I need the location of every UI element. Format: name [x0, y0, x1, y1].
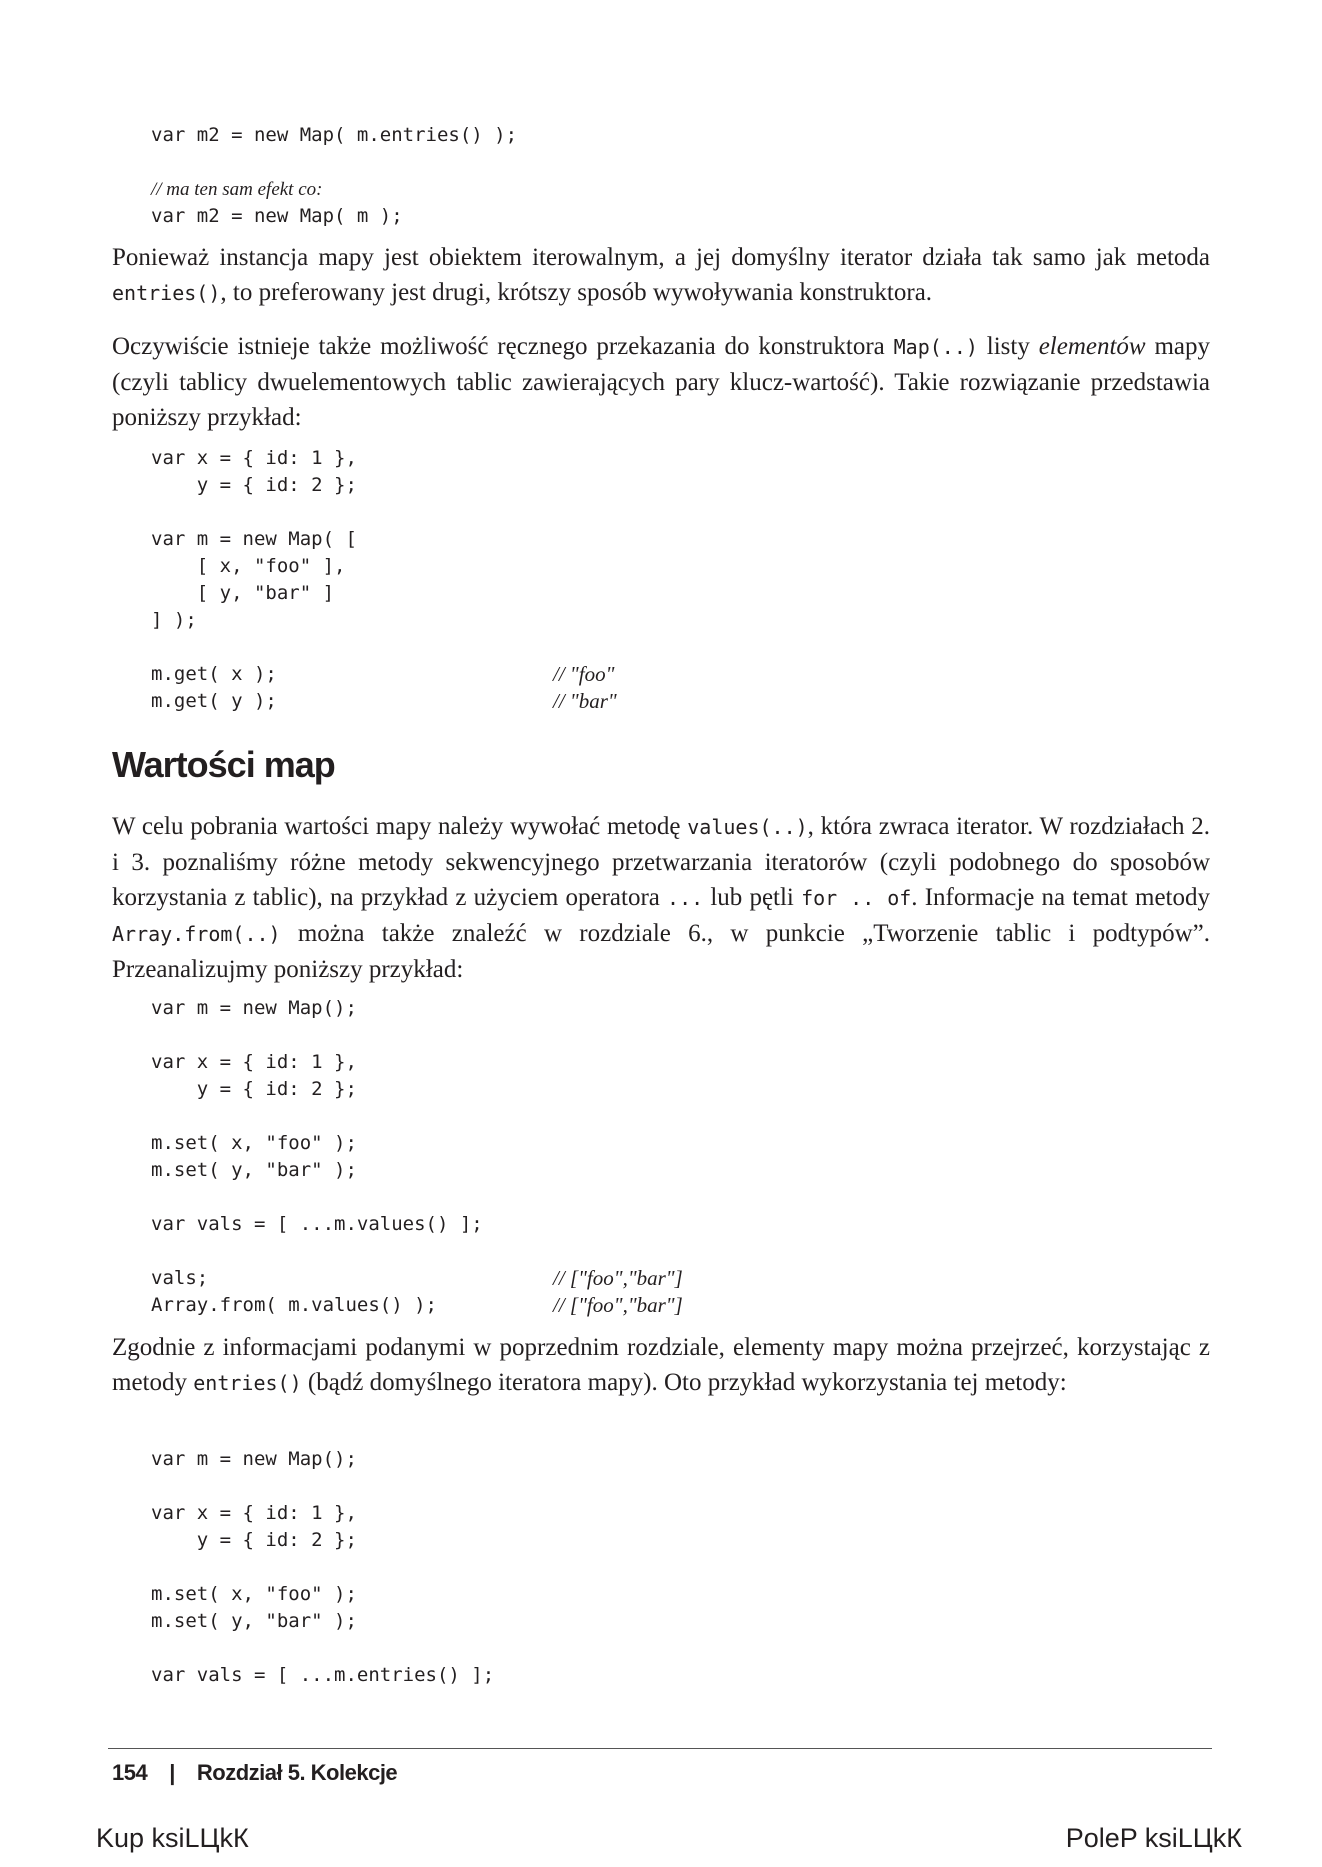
code-line	[151, 1238, 483, 1265]
code-line	[151, 176, 517, 203]
paragraph-text: mapy (czyli tablicy dwuelementowych tablic zawierających pary klucz-wartość). Takie rozwiązanie przedstawia poniższy przykład:	[112, 333, 1211, 431]
inline-code: Map(..)	[893, 335, 978, 359]
footer-separator: |	[169, 1760, 175, 1785]
code-line	[151, 1581, 494, 1608]
code-line	[151, 1608, 494, 1635]
code-text: [ x, "foo" ],	[151, 555, 346, 577]
paragraph-text: lub pętli	[703, 884, 802, 911]
paragraph-text: (bądź domyślnego iteratora mapy). Oto przykład wykorzystania tej metody:	[301, 1369, 1067, 1396]
code-text: y = { id: 2 };	[151, 1078, 357, 1100]
code-line	[151, 1662, 494, 1689]
page-footer	[112, 1760, 397, 1786]
recommend-book-link[interactable]: PoleP ksiLЦkК	[1065, 1823, 1242, 1853]
code-block	[151, 445, 617, 715]
code-text: m.get( y );	[151, 690, 277, 712]
code-line	[151, 1211, 483, 1238]
code-comment: // "bar"	[553, 689, 617, 713]
code-comment: // "foo"	[553, 662, 615, 686]
code-text: vals;	[151, 1267, 209, 1289]
code-line	[151, 1130, 483, 1157]
code-line	[151, 995, 483, 1022]
paragraph	[112, 1330, 1210, 1401]
code-block	[151, 122, 517, 230]
inline-code: entries()	[193, 1371, 302, 1395]
code-line	[151, 1265, 683, 1292]
paragraph-text: Ponieważ instancja mapy jest obiektem iterowalnym, a jej domyślny iterator działa tak samo jak metoda	[112, 244, 1210, 271]
code-text: var m2 = new Map( m );	[151, 205, 403, 227]
paragraph-text: , która zwraca iterator. W rozdziałach 2. i 3. poznaliśmy różne metody sekwencyjnego przetwarzania iteratorów (czyli podobnego do sposobów korzystania z tablic), na przykład z użyciem operatora	[112, 813, 1210, 911]
chapter-title: Rozdział 5. Kolekcje	[196, 1760, 398, 1785]
code-line	[151, 1103, 483, 1130]
code-line	[151, 1049, 483, 1076]
code-text: [ y, "bar" ]	[151, 582, 335, 604]
code-block	[151, 995, 683, 1319]
paragraph-text: W celu pobrania wartości mapy należy wywołać metodę	[112, 813, 688, 840]
inline-code: for .. of	[801, 886, 912, 910]
code-comment: // ma ten sam efekt co:	[151, 179, 323, 200]
code-text: m.get( x );	[151, 663, 277, 685]
italic-term: elementów	[1038, 333, 1146, 360]
code-text: var x = { id: 1 },	[151, 1051, 357, 1073]
page-number: 154	[112, 1760, 148, 1785]
code-text: var vals = [ ...m.entries() ];	[151, 1664, 495, 1686]
paragraph-text: listy	[977, 333, 1039, 360]
paragraph	[112, 329, 1210, 435]
code-line	[151, 499, 357, 526]
code-line	[151, 445, 357, 472]
inline-code: Array.from(..)	[112, 922, 281, 946]
code-line	[151, 1022, 483, 1049]
code-line	[151, 553, 357, 580]
code-text: var m = new Map();	[151, 1448, 357, 1470]
buy-book-link[interactable]: Kup ksiLЦkК	[96, 1823, 249, 1853]
code-line	[151, 122, 517, 149]
code-line	[151, 1292, 683, 1319]
code-text: Array.from( m.values() );	[151, 1294, 437, 1316]
inline-code: entries()	[112, 281, 221, 305]
code-text: m.set( y, "bar" );	[151, 1610, 357, 1632]
code-line	[151, 688, 617, 715]
code-line	[151, 1076, 483, 1103]
code-line	[151, 661, 615, 688]
paragraph-text: Oczywiście istnieje także możliwość ręcznego przekazania do konstruktora	[112, 333, 894, 360]
inline-code: values(..)	[687, 815, 808, 839]
code-text: m.set( y, "bar" );	[151, 1159, 357, 1181]
code-line	[151, 1446, 494, 1473]
code-line	[151, 1157, 483, 1184]
code-line	[151, 634, 357, 661]
section-heading: Wartości map	[112, 744, 335, 785]
code-line	[151, 607, 357, 634]
inline-code: ...	[667, 886, 704, 910]
code-text: y = { id: 2 };	[151, 474, 357, 496]
paragraph-text: . Informacje na temat metody	[911, 884, 1210, 911]
code-text: m.set( x, "foo" );	[151, 1132, 357, 1154]
paragraph-text: można także znaleźć w rozdziale 6., w punkcie „Tworzenie tablic i podtypów”. Przeanalizujmy poniższy przykład:	[112, 920, 1210, 983]
code-text: m.set( x, "foo" );	[151, 1583, 357, 1605]
paragraph-text: Zgodnie z informacjami podanymi w poprzednim rozdziale, elementy mapy można przejrzeć, korzystając z metody	[112, 1334, 1210, 1396]
code-text: var x = { id: 1 },	[151, 1502, 357, 1524]
code-line	[151, 472, 357, 499]
code-line	[151, 526, 357, 553]
code-line	[151, 203, 517, 230]
code-text: ] );	[151, 609, 197, 631]
code-block	[151, 1446, 494, 1689]
code-text: var x = { id: 1 },	[151, 447, 357, 469]
code-line	[151, 1527, 494, 1554]
code-comment: // ["foo","bar"]	[553, 1266, 683, 1290]
code-line	[151, 1500, 494, 1527]
paragraph-text: , to preferowany jest drugi, krótszy sposób wywoływania konstruktora.	[220, 279, 933, 306]
code-comment: // ["foo","bar"]	[553, 1293, 683, 1317]
paragraph	[112, 809, 1210, 987]
footer-rule	[108, 1748, 1212, 1749]
paragraph	[112, 240, 1210, 311]
code-text: var m = new Map( [	[151, 528, 357, 550]
code-line	[151, 149, 517, 176]
code-line	[151, 1184, 483, 1211]
code-line	[151, 580, 357, 607]
code-text: var vals = [ ...m.values() ];	[151, 1213, 483, 1235]
code-text: var m = new Map();	[151, 997, 357, 1019]
code-text: var m2 = new Map( m.entries() );	[151, 124, 518, 146]
code-line	[151, 1473, 494, 1500]
code-text: y = { id: 2 };	[151, 1529, 357, 1551]
code-line	[151, 1635, 494, 1662]
code-line	[151, 1554, 494, 1581]
